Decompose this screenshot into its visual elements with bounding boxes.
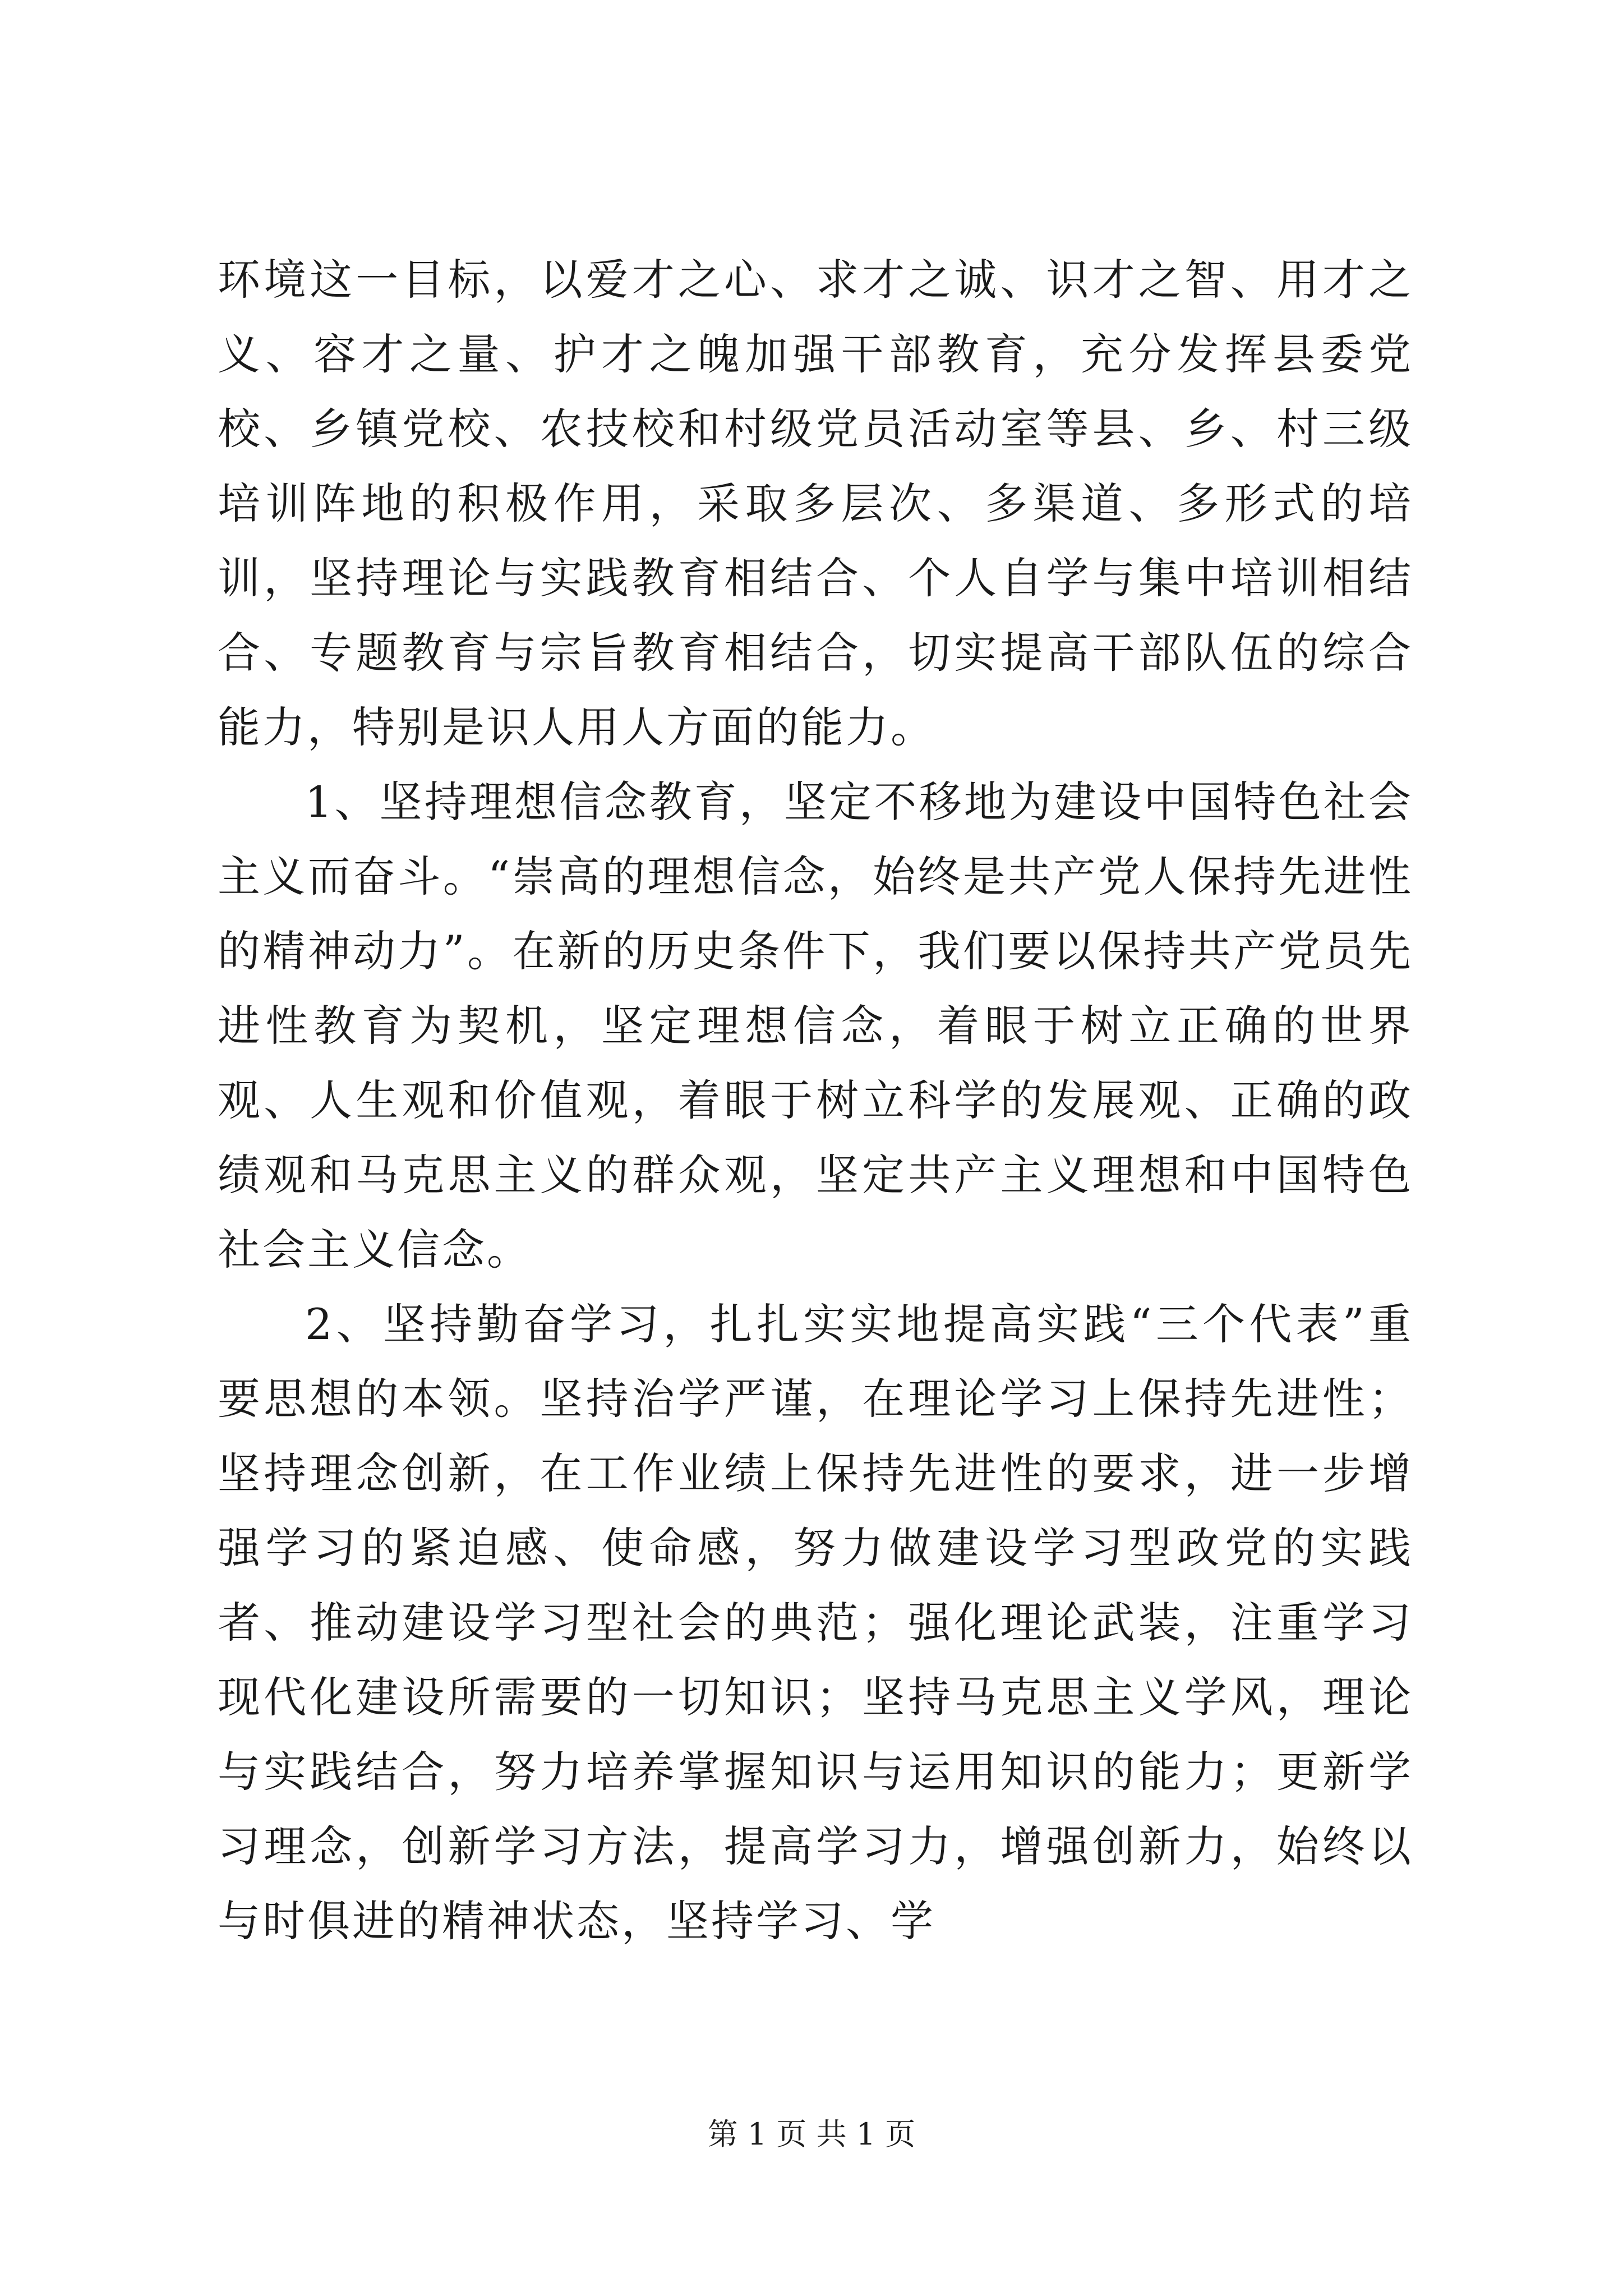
paragraph-ideals-education: 1、坚持理想信念教育，坚定不移地为建设中国特色社会主义而奋斗。“崇高的理想信念，始终是共产党人保持先进性的精神动力”。在新的历史条件下，我们要以保持共产党员先进性教育为契机，坚定理想信念，着眼于树立正确的世界观、人生观和价值观，着眼于树立科学的发展观、正确的政绩观和马克思主义的群众观，坚定共产主义理想和中国特色社会主义信念。 bbox=[218, 777, 1413, 1274]
paragraph-continuation: 环境这一目标，以爱才之心、求才之诚、识才之智、用才之义、容才之量、护才之魄加强干部教育，充分发挥县委党校、乡镇党校、农技校和村级党员活动室等县、乡、村三级培训阵地的积极作用，采取多层次、多渠道、多形式的培训，坚持理论与实践教育相结合、个人自学与集中培训相结合、专题教育与宗旨教育相结合，切实提高干部队伍的综合能力，特别是识人用人方面的能力。 bbox=[218, 255, 1413, 752]
page-footer: 第 1 页 共 1 页 bbox=[707, 2116, 916, 2152]
document-body bbox=[218, 242, 1413, 1958]
paragraph-diligent-study: 2、坚持勤奋学习，扎扎实实地提高实践“三个代表”重要思想的本领。坚持治学严谨，在理论学习上保持先进性；坚持理念创新，在工作业绩上保持先进性的要求，进一步增强学习的紧迫感、使命感，努力做建设学习型政党的实践者、推动建设学习型社会的典范；强化理论武装，注重学习现代化建设所需要的一切知识；坚持马克思主义学风，理论与实践结合，努力培养掌握知识与运用知识的能力；更新学习理念，创新学习方法，提高学习力，增强创新力，始终以与时俱进的精神状态，坚持学习、学 bbox=[218, 1299, 1413, 1946]
